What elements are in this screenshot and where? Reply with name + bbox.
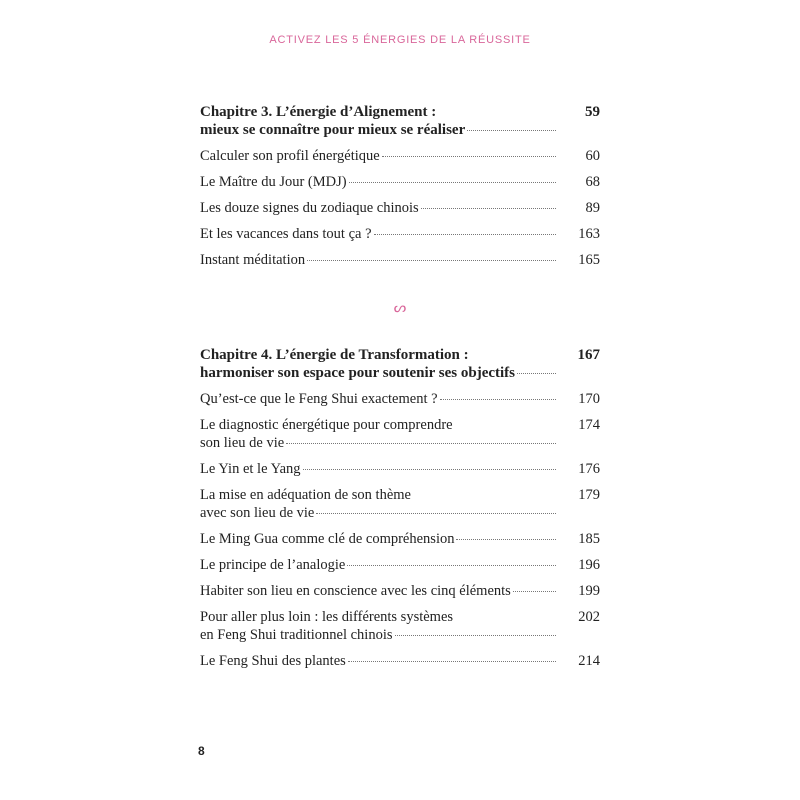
dot-leader [316,512,556,514]
toc-entry[interactable] [200,390,600,408]
chapter-3-toc [200,103,600,277]
entry-text: Le Feng Shui des plantes [200,653,346,669]
dot-leader [513,590,556,592]
dot-leader [395,634,556,636]
page-number: 174 [578,417,600,433]
page-number: 196 [578,557,600,573]
page-number: 202 [578,609,600,625]
page-number: 199 [578,583,600,599]
entry-text: Le principe de l’analogie [200,557,346,573]
page-folio: 8 [198,744,205,758]
toc-entry[interactable] [200,199,600,217]
dot-leader [456,538,556,540]
toc-entry[interactable] [200,225,600,243]
entry-text-line2: en Feng Shui traditionnel chinois [200,627,393,643]
toc-entry[interactable] [200,608,600,644]
toc-entry[interactable] [200,460,600,478]
entry-text-line1: La mise en adéquation de son thème [200,487,411,503]
toc-entry[interactable] [200,416,600,452]
page-number: 185 [578,531,600,547]
dot-leader [440,398,556,400]
page-number: 89 [585,200,600,216]
entry-text-line1: Le diagnostic énergétique pour comprendre [200,417,453,433]
dot-leader [286,442,556,444]
running-header: ACTIVEZ LES 5 ÉNERGIES DE LA RÉUSSITE [269,34,531,46]
dot-leader [303,468,556,470]
toc-entry[interactable] [200,556,600,574]
page-number: 163 [578,226,600,242]
entry-text: Calculer son profil énergétique [200,148,380,164]
entry-text-line2: son lieu de vie [200,435,285,451]
dot-leader [382,155,556,157]
entry-text: Le Maître du Jour (MDJ) [200,174,347,190]
dot-leader [421,207,556,209]
dot-leader [349,181,556,183]
toc-entry[interactable] [200,147,600,165]
toc-entry[interactable] [200,582,600,600]
chapter-title-line2: mieux se connaître pour mieux se réaliser [200,122,466,138]
page-number: 165 [578,252,600,268]
page-number: 179 [578,487,600,503]
chapter-title-line1: Chapitre 3. L’énergie d’Alignement : [200,104,437,120]
toc-entry[interactable] [200,251,600,269]
page-number: 170 [578,391,600,407]
dot-leader [374,233,556,235]
chapter-4-toc [200,346,600,678]
entry-text: Et les vacances dans tout ça ? [200,226,372,242]
entry-text-line2: avec son lieu de vie [200,505,315,521]
entry-text: Habiter son lieu en conscience avec les cinq éléments [200,583,511,599]
dot-leader [307,259,556,261]
dot-leader [517,372,556,374]
page-number: 167 [577,347,600,363]
ornament-icon: ᔕ [393,301,407,316]
dot-leader [467,129,556,131]
entry-text: Les douze signes du zodiaque chinois [200,200,419,216]
chapter-4-title[interactable] [200,346,600,382]
chapter-3-title[interactable] [200,103,600,139]
entry-text: Le Ming Gua comme clé de compréhension [200,531,455,547]
toc-entry[interactable] [200,173,600,191]
dot-leader [347,564,556,566]
page-number: 59 [585,104,600,120]
page-number: 68 [585,174,600,190]
toc-entry[interactable] [200,530,600,548]
page-number: 176 [578,461,600,477]
dot-leader [348,660,556,662]
chapter-title-line1: Chapitre 4. L’énergie de Transformation : [200,347,469,363]
chapter-title-line2: harmoniser son espace pour soutenir ses objectifs [200,365,515,381]
entry-text: Qu’est-ce que le Feng Shui exactement ? [200,391,438,407]
page-number: 60 [585,148,600,164]
toc-entry[interactable] [200,652,600,670]
toc-entry[interactable] [200,486,600,522]
entry-text: Le Yin et le Yang [200,461,301,477]
entry-text: Instant méditation [200,252,306,268]
page-number: 214 [578,653,600,669]
entry-text-line1: Pour aller plus loin : les différents systèmes [200,609,454,625]
